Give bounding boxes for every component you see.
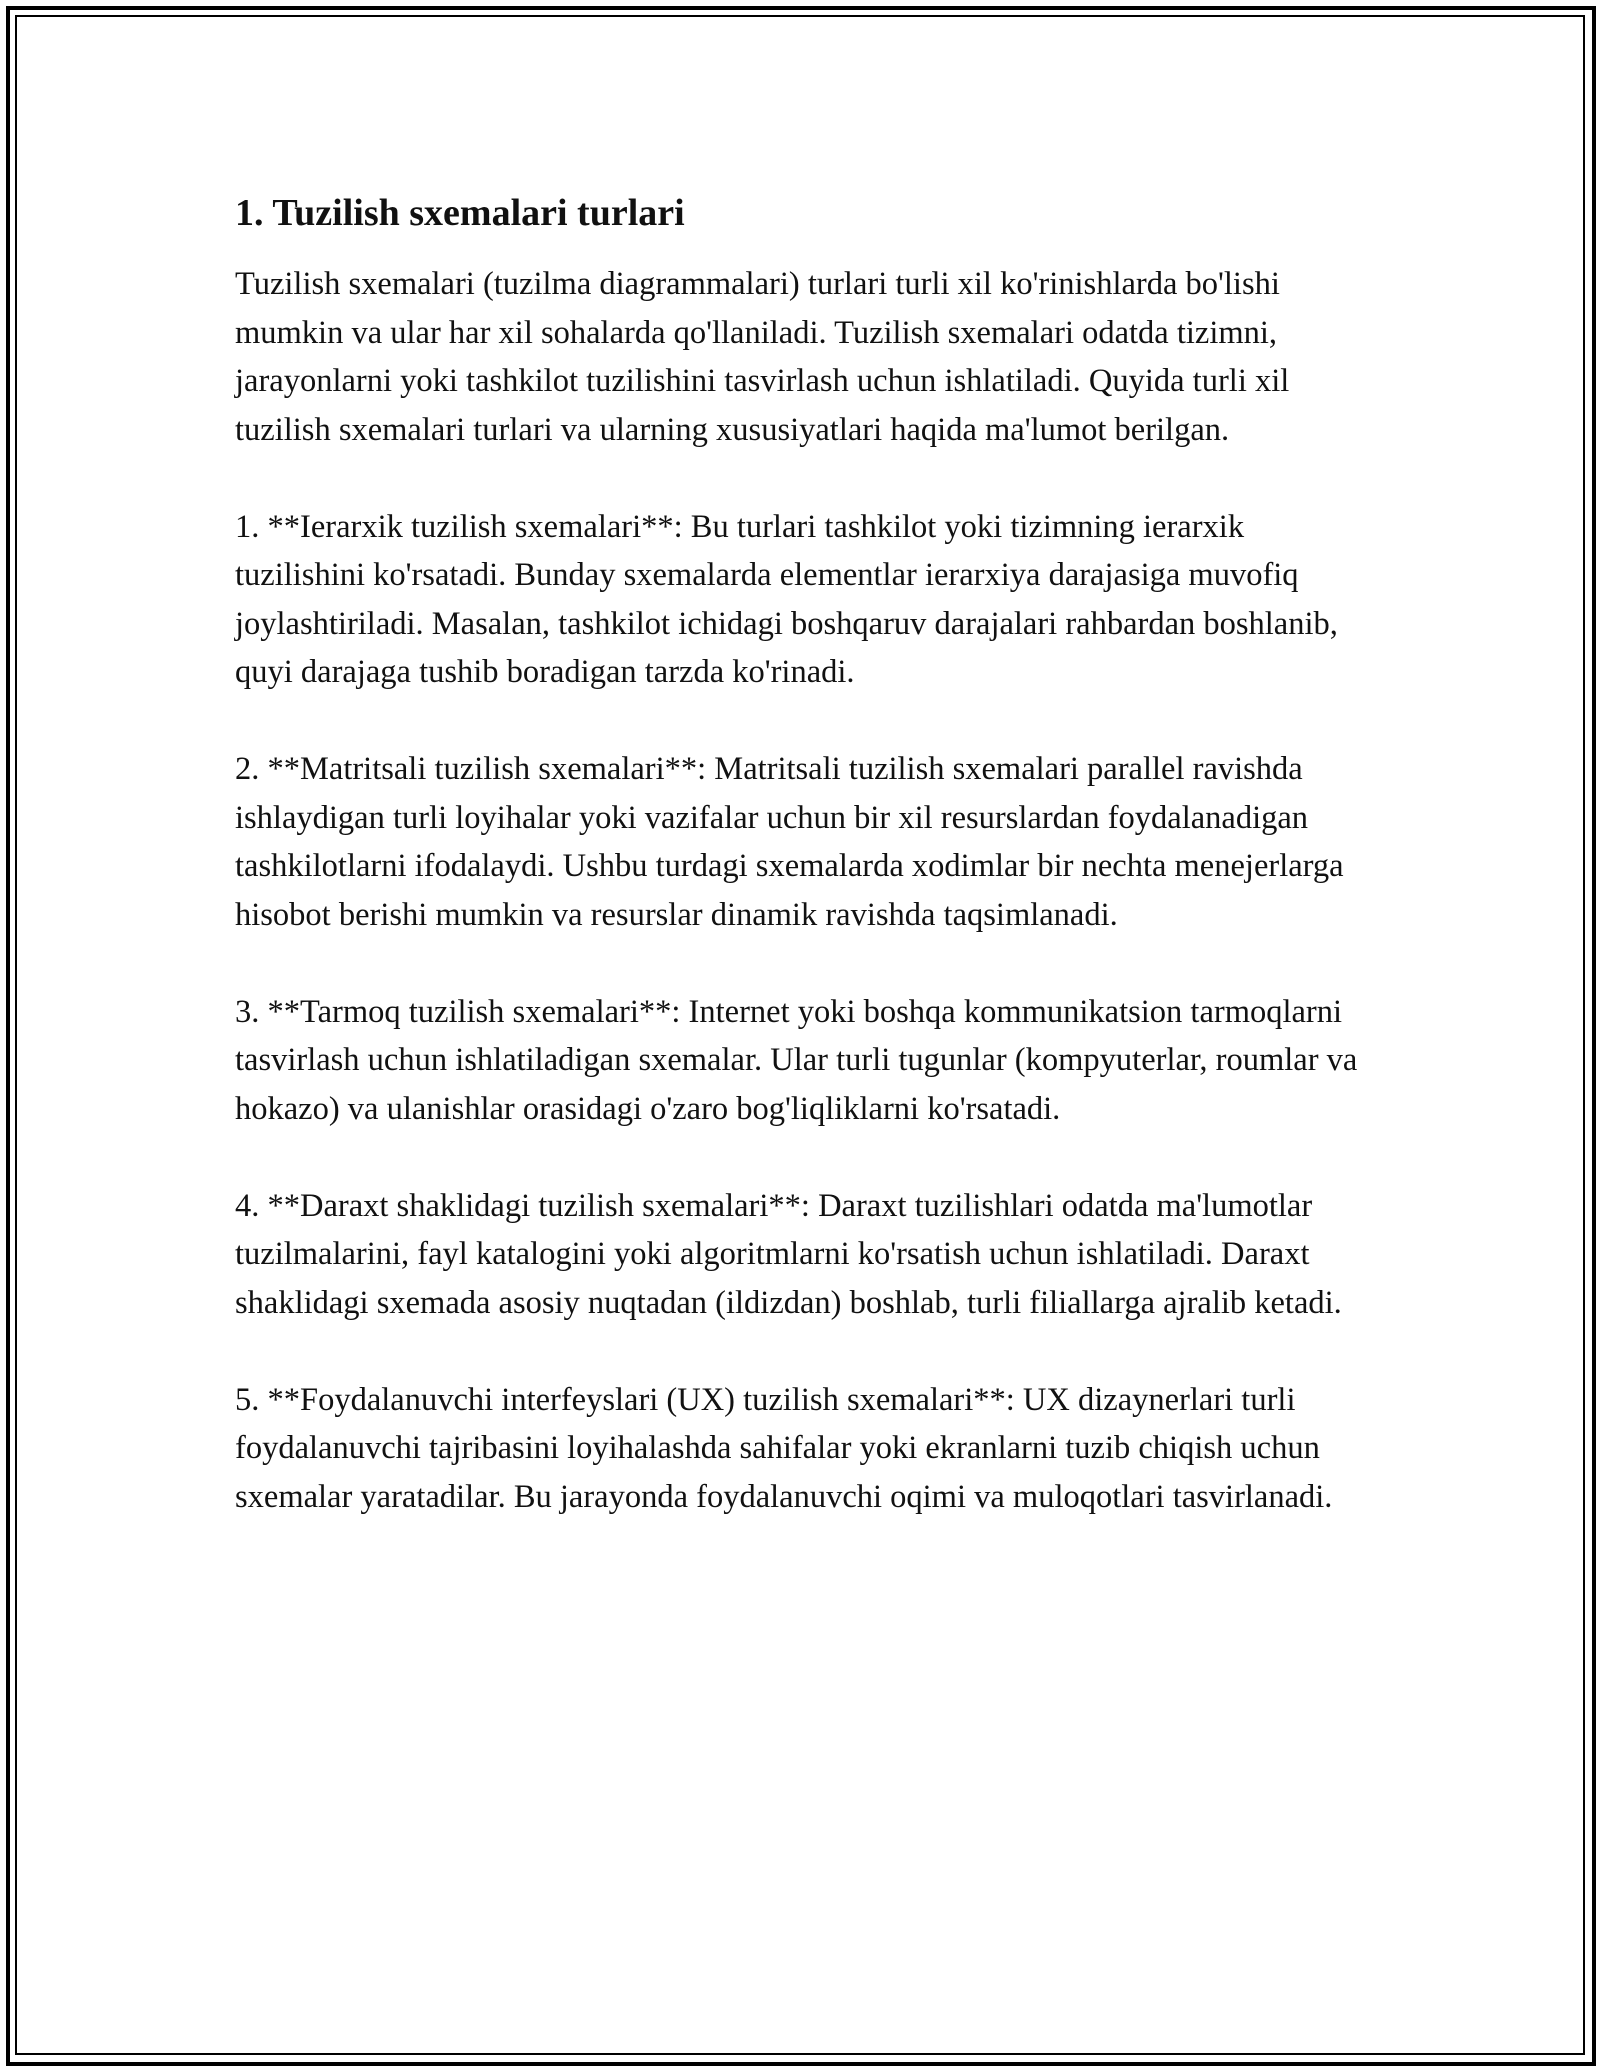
section-heading: 1. Tuzilish sxemalari turlari <box>235 192 685 234</box>
list-item-ux: 5. **Foydalanuvchi interfeyslari (UX) tuzilish sxemalari**: UX dizaynerlari turli foydalanuvchi tajribasini loyihalashda sahifalar yoki ekranlarni tuzib chiqish uchun sxemalar yaratadilar. Bu jarayonda foydalanuvchi oqimi va muloqotlari tasvirlanadi. <box>235 1381 1333 1515</box>
intro-paragraph: Tuzilish sxemalari (tuzilma diagrammalari) turlari turli xil ko'rinishlarda bo'lishi mumkin va ular har xil sohalarda qo'llaniladi. Tuzilish sxemalari odatda tizimni, jarayonlarni yoki tashkilot tuzilishini tasvirlash uchun ishlatiladi. Quyida turli xil tuzilish sxemalari turlari va ularning xususiyatlari haqida ma'lumot berilgan. <box>235 266 1290 448</box>
document-body <box>235 188 1375 1570</box>
list-item-matrix: 2. **Matritsali tuzilish sxemalari**: Matritsali tuzilish sxemalari parallel ravishda ishlaydigan turli loyihalar yoki vazifalar uchun bir xil resurslardan foydalanadigan tashkilotlarni ifodalaydi. Ushbu turdagi sxemalarda xodimlar bir nechta menejerlarga hisobot berishi mumkin va resurslar dinamik ravishda taqsimlanadi. <box>235 751 1344 933</box>
list-item-hierarchical: 1. **Ierarxik tuzilish sxemalari**: Bu turlari tashkilot yoki tizimning ierarxik tuzilishini ko'rsatadi. Bunday sxemalarda elementlar ierarxiya darajasiga muvofiq joylashtiriladi. Masalan, tashkilot ichidagi boshqaruv darajalari rahbardan boshlanib, quyi darajaga tushib boradigan tarzda ko'rinadi. <box>235 508 1338 690</box>
list-item-network: 3. **Tarmoq tuzilish sxemalari**: Internet yoki boshqa kommunikatsion tarmoqlarni tasvirlash uchun ishlatiladigan sxemalar. Ular turli tugunlar (kompyuterlar, roumlar va hokazo) va ulanishlar orasidagi o'zaro bog'liqliklarni ko'rsatadi. <box>235 993 1358 1127</box>
list-item-tree: 4. **Daraxt shaklidagi tuzilish sxemalari**: Daraxt tuzilishlari odatda ma'lumotlar tuzilmalarini, fayl katalogini yoki algoritmlarni ko'rsatish uchun ishlatiladi. Daraxt shaklidagi sxemada asosiy nuqtadan (ildizdan) boshlab, turli filiallarga ajralib ketadi. <box>235 1187 1342 1321</box>
